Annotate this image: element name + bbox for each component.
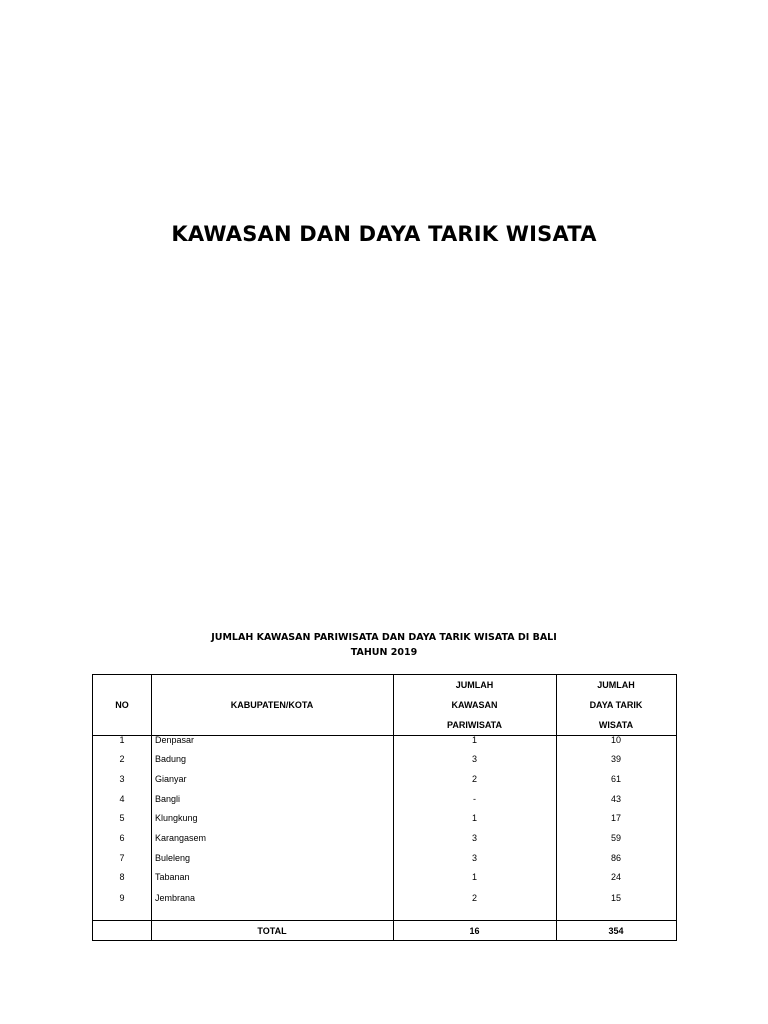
row-daya-tarik: 15 xyxy=(610,893,621,903)
row-kabupaten: Badung xyxy=(155,754,187,764)
row-kawasan: 1 xyxy=(471,813,477,823)
row-no: 3 xyxy=(119,774,125,784)
row-daya-tarik: 43 xyxy=(610,794,621,804)
row-kabupaten: Tabanan xyxy=(155,872,190,882)
row-kabupaten: Bangli xyxy=(155,794,181,804)
row-no: 4 xyxy=(119,794,125,804)
row-kabupaten: Klungkung xyxy=(155,813,198,823)
row-kawasan: 3 xyxy=(471,853,477,863)
row-kabupaten: Jembrana xyxy=(155,893,196,903)
row-daya-tarik: 59 xyxy=(610,833,621,843)
table-caption xyxy=(0,630,768,660)
row-no: 1 xyxy=(119,735,125,745)
row-kawasan: - xyxy=(473,794,476,804)
row-no: 8 xyxy=(119,872,125,882)
row-kawasan: 3 xyxy=(471,754,477,764)
row-kabupaten: Buleleng xyxy=(155,853,191,863)
header-no: NO xyxy=(115,700,129,710)
row-kawasan: 1 xyxy=(471,872,477,882)
header-jumlah-kawasan: JUMLAH KAWASAN PARIWISATA xyxy=(447,680,502,730)
row-daya-tarik: 24 xyxy=(610,872,621,882)
row-no: 6 xyxy=(119,833,125,843)
row-kawasan: 2 xyxy=(471,893,477,903)
row-daya-tarik: 10 xyxy=(610,735,621,745)
total-kawasan: 16 xyxy=(469,926,480,936)
row-kawasan: 3 xyxy=(471,833,477,843)
row-no: 2 xyxy=(119,754,125,764)
data-table xyxy=(92,674,677,941)
row-daya-tarik: 86 xyxy=(610,853,621,863)
row-daya-tarik: 17 xyxy=(610,813,621,823)
table-caption-line-1: JUMLAH KAWASAN PARIWISATA DAN DAYA TARIK WISATA DI BALI xyxy=(211,632,557,643)
total-daya-tarik: 354 xyxy=(608,926,624,936)
total-label: TOTAL xyxy=(257,926,287,936)
row-kawasan: 2 xyxy=(471,774,477,784)
row-kabupaten: Gianyar xyxy=(155,774,187,784)
header-jumlah-daya-tarik: JUMLAH DAYA TARIK WISATA xyxy=(589,680,643,730)
row-daya-tarik: 39 xyxy=(610,754,621,764)
page-title: KAWASAN DAN DAYA TARIK WISATA xyxy=(171,222,597,246)
row-kabupaten: Denpasar xyxy=(155,735,195,745)
row-no: 9 xyxy=(119,893,125,903)
total-divider xyxy=(93,920,676,921)
header-kabupaten: KABUPATEN/KOTA xyxy=(230,700,314,710)
row-no: 7 xyxy=(119,853,125,863)
row-no: 5 xyxy=(119,813,125,823)
row-kabupaten: Karangasem xyxy=(155,833,207,843)
row-kawasan: 1 xyxy=(471,735,477,745)
table-caption-line-2: TAHUN 2019 xyxy=(350,647,418,658)
row-daya-tarik: 61 xyxy=(610,774,621,784)
